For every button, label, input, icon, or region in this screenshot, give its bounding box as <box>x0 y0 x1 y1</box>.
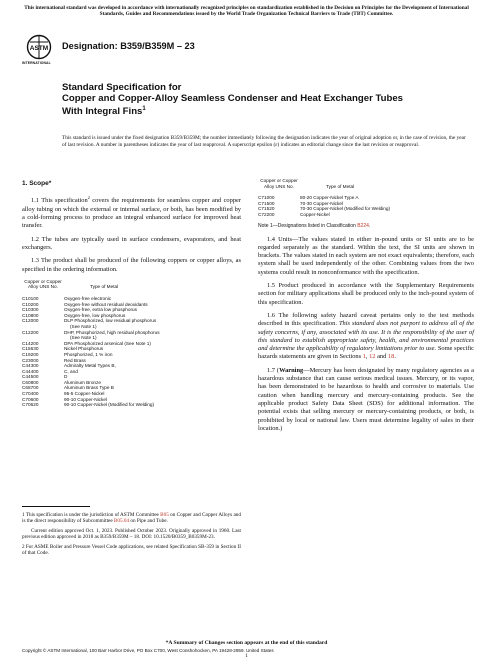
type-cell: (See Note 1) <box>70 335 97 341</box>
copyright: Copyright © ASTM International, 100 Barr Harbor Drive, PO Box C700, West Conshohocken, PA 19428-2959. United States <box>22 648 274 653</box>
type-cell: DLP Phosphorized, low residual phosphorus <box>64 318 157 324</box>
alloy-table-1 <box>22 279 241 408</box>
uns-cell: C10300 <box>22 307 39 313</box>
uns-cell: C12000 <box>22 318 39 324</box>
uns-cell: C10200 <box>22 301 39 307</box>
uns-cell: C71500 <box>258 200 275 206</box>
type-cell: Nickel Phosphorus <box>64 346 104 352</box>
scope-heading: 1. Scope* <box>22 180 52 187</box>
type-cell: Oxygen-free, low phosphorus <box>64 312 126 318</box>
title-line-1: Standard Specification for <box>62 82 182 93</box>
wto-notice: This international standard was developed in accordance with internationally recognized principles on standardization established in the Decision on Principles for the Development of International Standards, Guides and Recommendations issued by the World Trade Organization Technical Barriers to Trade (TBT) Committee. <box>24 5 469 18</box>
type-cell: (See Note 1) <box>70 323 97 329</box>
type-cell: Aluminum Brass Type B <box>64 385 114 391</box>
header-uns: Copper or Copper Alloy UNS No. <box>24 278 62 290</box>
type-cell: DPA Phosphorized arsenical (See Note 1) <box>64 340 151 346</box>
issued-note: This standard is issued under the fixed designation B359/B359M; the number immediately following the designation indicates the year of original adoption or, in the case of revision, the year of last revision. A number in parentheses indicates the year of last reapproval. A superscript epsilon (ε) indicates an editorial change since the last revision or reapproval. <box>62 135 466 148</box>
uns-cell: C14200 <box>22 340 39 346</box>
uns-cell: C60800 <box>22 379 39 385</box>
uns-cell: C72200 <box>258 211 275 217</box>
type-cell: 70-30 Copper-Nickel <box>300 200 343 206</box>
type-cell: Red Brass <box>64 357 86 363</box>
uns-cell: C12200 <box>22 329 39 335</box>
type-cell: Phosphorized, 1 % iron <box>64 351 113 357</box>
footnote-1-edition: Current edition approved Oct. 1, 2023. Published October 2023. Originally approved in 1960. Last previous edition approved in 2018 as B359/B359M – 18. DOI: 10.1520/B0359_B0359M-23. <box>22 527 241 541</box>
para-1-7: 1.7 (Warning—Mercury has been designated by many regulatory agencies as a hazardous substance that can cause serious medical issues. Mercury, or its vapor, has been demonstrated to be hazardous to health and corrosive to materials. Use caution when handling mercury and mercury-containing products. See the applicable product Safety Data Sheet (SDS) for additional information. The potential exists that selling mercury or mercury-containing products, or both, is prohibited by local or national law. Users must determine legality of sales in their location.) <box>258 366 474 432</box>
para-1-2: 1.2 The tubes are typically used in surface condensers, evaporators, and heat exchangers. <box>22 235 241 251</box>
para-1-1: 1.1 This specification$^2$ covers the requirements for seamless copper and copper alloy tubing on which the external or internal surface, or both, has been modified by a cold-forming process to produce an integral enhanced surface for improved heat transfer. <box>22 195 241 230</box>
type-cell: 80-20 Copper-Nickel Type A <box>300 195 359 201</box>
uns-cell: C44300 <box>22 363 39 369</box>
table-row <box>258 212 474 218</box>
logo-subtext: INTERNATIONAL <box>22 61 51 65</box>
type-cell: Copper-Nickel <box>300 211 330 217</box>
table-header <box>22 279 241 290</box>
type-cell: 70-30 Copper-Nickel (Modified for Welding) <box>300 206 391 212</box>
type-cell: C, and <box>64 368 78 374</box>
page-number: 1 <box>245 653 248 659</box>
header-type: Type of Metal <box>90 284 119 290</box>
astm-logo <box>24 34 54 68</box>
uns-cell: C71520 <box>258 206 275 212</box>
type-cell: Oxygen-free without residual deoxidants <box>64 301 148 307</box>
table-body <box>22 296 241 408</box>
designation: Designation: B359/B359M – 23 <box>62 41 195 51</box>
footnote-1: 1 This specification is under the jurisdiction of ASTM Committee B05 on Copper and Copper Alloys and is the direct responsibility of Subcommittee B05.04 on Pipe and Tube. <box>22 512 241 525</box>
uns-cell: C70400 <box>22 391 39 397</box>
ref-b0504-link[interactable]: B05.04 <box>113 518 130 525</box>
table-header <box>258 178 474 189</box>
table-body <box>258 195 474 217</box>
uns-cell: C44400 <box>22 368 39 374</box>
para-1-6: 1.6 The following safety hazard caveat pertains only to the test methods described in this specification. This standard does not purport to address all of the safety concerns, if any, associated with its use. It is the responsibility of the user of this standard to establish appropriate safety, health, and environmental practices and determine the applicability of regulatory limitations prior to use. Some specific hazards statements are given in Sections 1, 12 and 18. <box>258 311 475 361</box>
ref-section-18[interactable]: 18 <box>387 353 395 361</box>
type-cell: Oxygen-free electronic <box>64 295 112 301</box>
ref-section-12[interactable]: 12 <box>369 353 376 361</box>
type-cell: DHP, Phosphorized, high residual phosphorus <box>64 329 160 335</box>
type-cell: Oxygen-free, extra low phosphorus <box>64 307 137 313</box>
para-1-3: 1.3 The product shall be produced of the following coppers or copper alloys, as specified in the ordering information. <box>22 257 241 273</box>
uns-cell: C71000 <box>258 195 275 201</box>
type-cell: 90-10 Copper-Nickel <box>64 396 107 402</box>
alloy-table-2 <box>258 178 474 218</box>
left-column <box>22 180 241 408</box>
footnote-2: 2 For ASME Boiler and Pressure Vessel Code applications, see related Specification SB-359 in Section II of that Code. <box>22 543 241 557</box>
right-column <box>258 178 474 438</box>
uns-cell: C68700 <box>22 385 39 391</box>
para-1-4: 1.4 Units—The values stated in either in-pound units or SI units are to be regarded separately as the standard. Within the text, the SI units are shown in brackets. The values stated in each system are not exact equivalents; therefore, each system shall be used independently of the other. Combining values from the two systems could result in nonconformance with the specification. <box>258 235 474 276</box>
ref-b05-link[interactable]: B05 <box>160 512 169 518</box>
footnote-rule <box>22 506 90 507</box>
uns-cell: C70620 <box>22 402 39 408</box>
type-cell: 95-5 Copper-Nickel <box>64 391 105 397</box>
header-type: Type of Metal <box>326 183 355 189</box>
summary-of-changes-note: *A Summary of Changes section appears at the end of this standard <box>165 640 328 646</box>
uns-cell: C23000 <box>22 357 39 363</box>
title-line-2: Copper and Copper-Alloy Seamless Condenser and Heat Exchanger Tubes With Integral Fins$^1$ <box>62 93 404 118</box>
uns-cell: C10100 <box>22 295 39 301</box>
type-cell: Aluminum Bronze <box>64 379 101 385</box>
uns-cell: C10800 <box>22 312 39 318</box>
table-row <box>22 402 241 408</box>
svg-text:ASTM: ASTM <box>29 45 49 52</box>
type-cell: Admiralty Metal Types B, <box>64 363 116 369</box>
uns-cell: C19200 <box>22 351 39 357</box>
para-1-5: 1.5 Product produced in accordance with the Supplementary Requirements section for military applications shall be produced only to the inch-pound system of this specification. <box>258 282 474 306</box>
header-uns: Copper or Copper Alloy UNS No. <box>260 178 298 189</box>
title-block <box>62 82 422 117</box>
note-1: Note 1—Designations listed in Classification B224. <box>258 222 371 229</box>
ref-section-1[interactable]: 1 <box>362 353 366 361</box>
uns-cell: C70600 <box>22 396 39 402</box>
ref-b224-link[interactable]: B224 <box>357 222 369 229</box>
type-cell: D <box>64 374 68 380</box>
type-cell: 90-10 Copper-Nickel (Modified for Welding) <box>64 402 155 408</box>
uns-cell: C44500 <box>22 374 39 380</box>
footnotes <box>22 512 241 559</box>
uns-cell: C15630 <box>22 346 39 352</box>
